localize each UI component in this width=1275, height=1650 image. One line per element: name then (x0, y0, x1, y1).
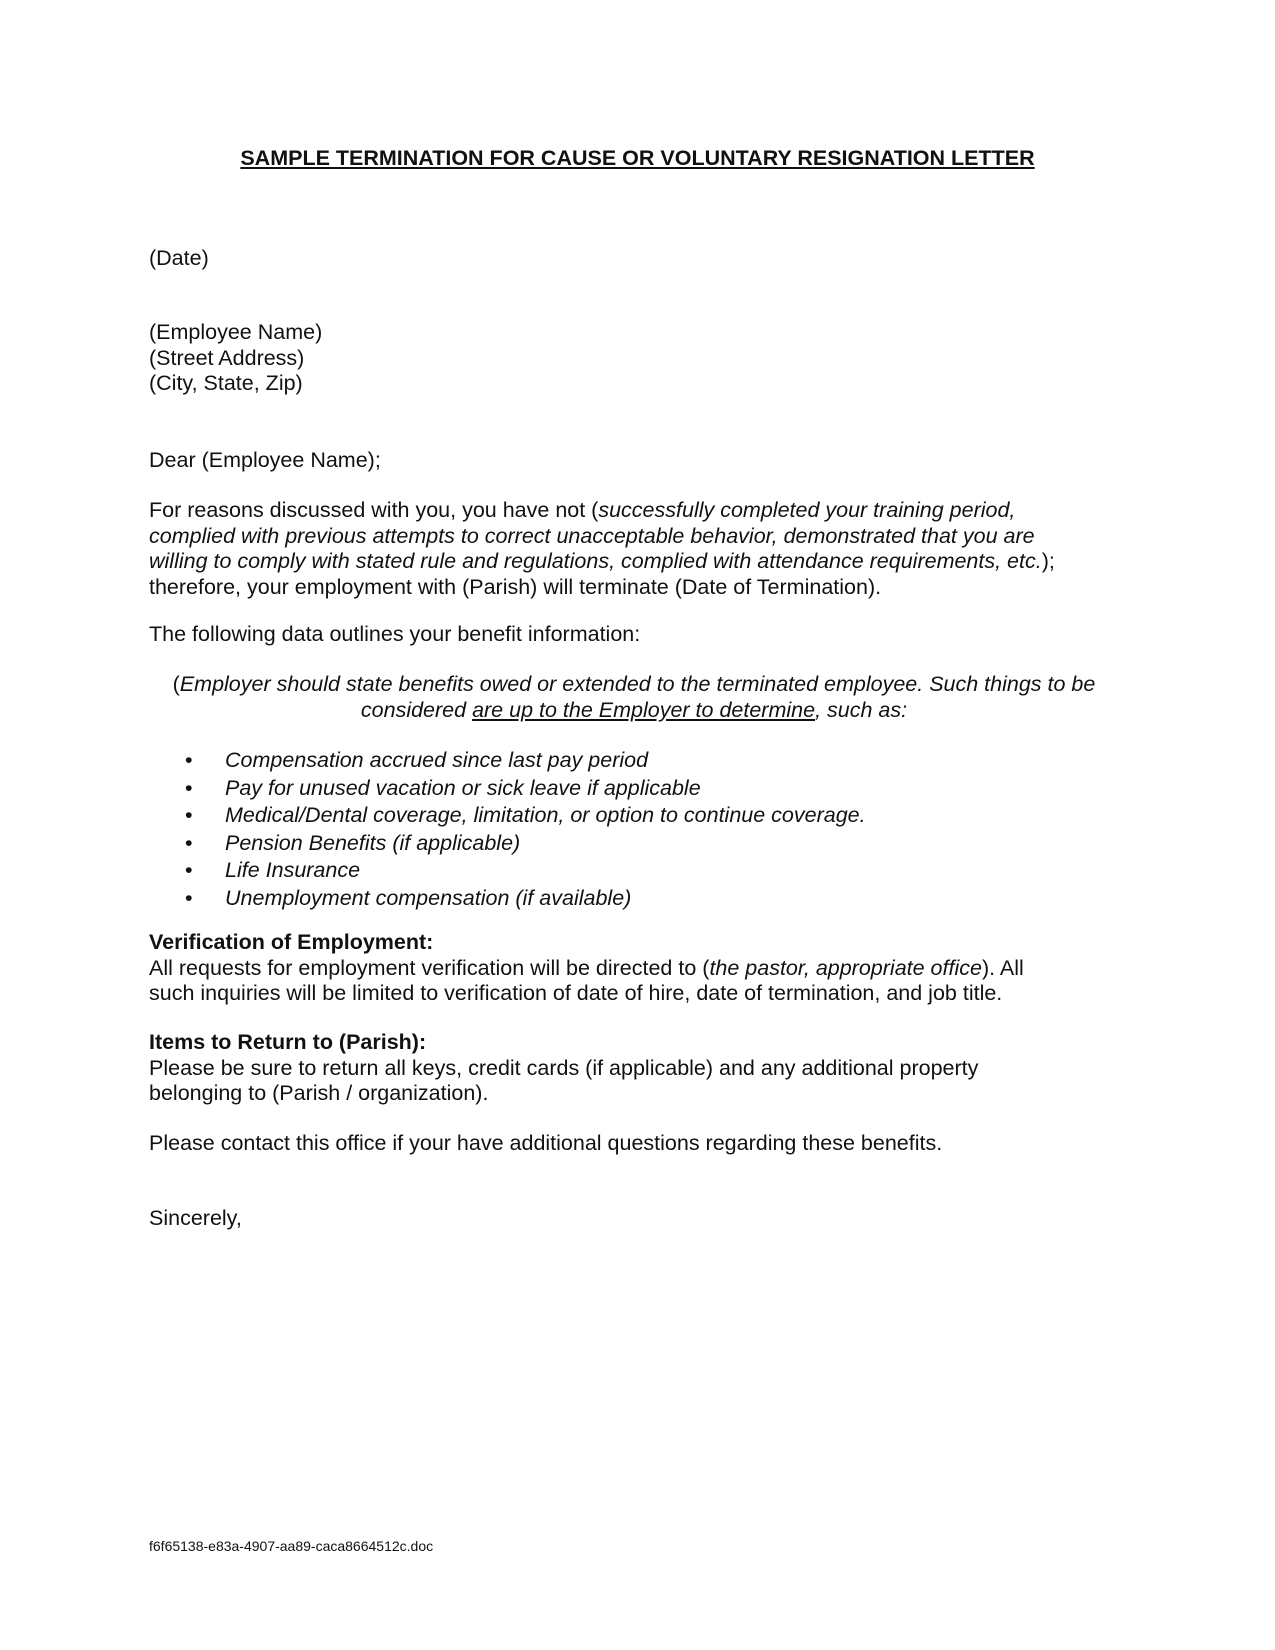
bullet-icon: • (185, 775, 193, 800)
intro-line-4: therefore, your employment with (Parish) will terminate (Date of Termination). (149, 574, 882, 599)
recipient-city: (City, State, Zip) (149, 371, 303, 395)
bullet-icon: • (185, 748, 193, 772)
closing: Sincerely, (149, 1206, 242, 1230)
intro-paragraph (149, 498, 1139, 600)
intro-line-2 (149, 524, 1139, 550)
benefits-intro: The following data outlines your benefit information: (149, 622, 641, 646)
intro-italic-2: complied with previous attempts to correct unacceptable behavior, demonstrated that you are (149, 523, 1035, 548)
list-item (185, 831, 866, 859)
verification-line-1 (149, 956, 1139, 982)
verification-line-2: such inquiries will be limited to verification of date of hire, date of termination, and job title. (149, 981, 1003, 1005)
return-items-line-1: Please be sure to return all keys, credit cards (if applicable) and any additional property (149, 1055, 979, 1080)
list-item (185, 886, 866, 914)
return-items-heading: Items to Return to (Parish): (149, 1030, 427, 1054)
return-items-line-2: belonging to (Parish / organization). (149, 1081, 489, 1105)
benefit-text: Medical/Dental coverage, limitation, or option to continue coverage. (225, 803, 866, 827)
employer-instructions (149, 672, 1119, 723)
intro-line-1 (149, 498, 1139, 524)
benefits-list (185, 748, 866, 913)
recipient-street: (Street Address) (149, 345, 305, 370)
list-item (185, 776, 866, 804)
bullet-icon: • (185, 830, 193, 855)
intro-italic-3: willing to comply with stated rule and regulations, complied with attendance requirements, etc. (149, 549, 1042, 573)
benefit-text: Compensation accrued since last pay period (225, 748, 649, 772)
verification-section (149, 930, 1139, 1007)
intro-italic-1: successfully completed your training period, (598, 498, 1016, 522)
instructions-paren: ( (172, 672, 180, 696)
benefit-text: Pay for unused vacation or sick leave if applicable (225, 775, 701, 800)
verification-heading: Verification of Employment: (149, 930, 434, 954)
verification-text-2: ). All (981, 955, 1024, 980)
instructions-text-1: Employer should state benefits owed or extended to the terminated employee. Such things to be considered (179, 672, 1096, 722)
verification-italic: the pastor, appropriate office (709, 955, 982, 980)
contact-paragraph: Please contact this office if your have additional questions regarding these benefits. (149, 1131, 943, 1155)
benefit-text: Life Insurance (225, 858, 361, 882)
intro-suffix: ); (1041, 549, 1055, 573)
list-item (185, 803, 866, 831)
bullet-icon: • (185, 803, 193, 827)
recipient-name: (Employee Name) (149, 320, 323, 344)
list-item (185, 748, 866, 776)
salutation: Dear (Employee Name); (149, 448, 381, 472)
benefit-text: Pension Benefits (if applicable) (225, 830, 521, 855)
document-filename: f6f65138-e83a-4907-aa89-caca8664512c.doc (149, 1538, 434, 1554)
intro-line-3 (149, 549, 1139, 575)
bullet-icon: • (185, 885, 193, 910)
recipient-address (149, 320, 322, 397)
instructions-text-2: , such as: (815, 697, 908, 722)
return-items-section (149, 1030, 1139, 1107)
list-item (185, 858, 866, 886)
benefit-text: Unemployment compensation (if available) (225, 885, 632, 910)
verification-text-1: All requests for employment verification will be directed to ( (149, 955, 710, 980)
date-placeholder: (Date) (149, 246, 209, 270)
bullet-icon: • (185, 858, 193, 882)
intro-prefix: For reasons discussed with you, you have not ( (149, 498, 599, 522)
instructions-underlined: are up to the Employer to determine (472, 697, 816, 722)
letter-title: SAMPLE TERMINATION FOR CAUSE OR VOLUNTARY RESIGNATION LETTER (240, 146, 1035, 170)
